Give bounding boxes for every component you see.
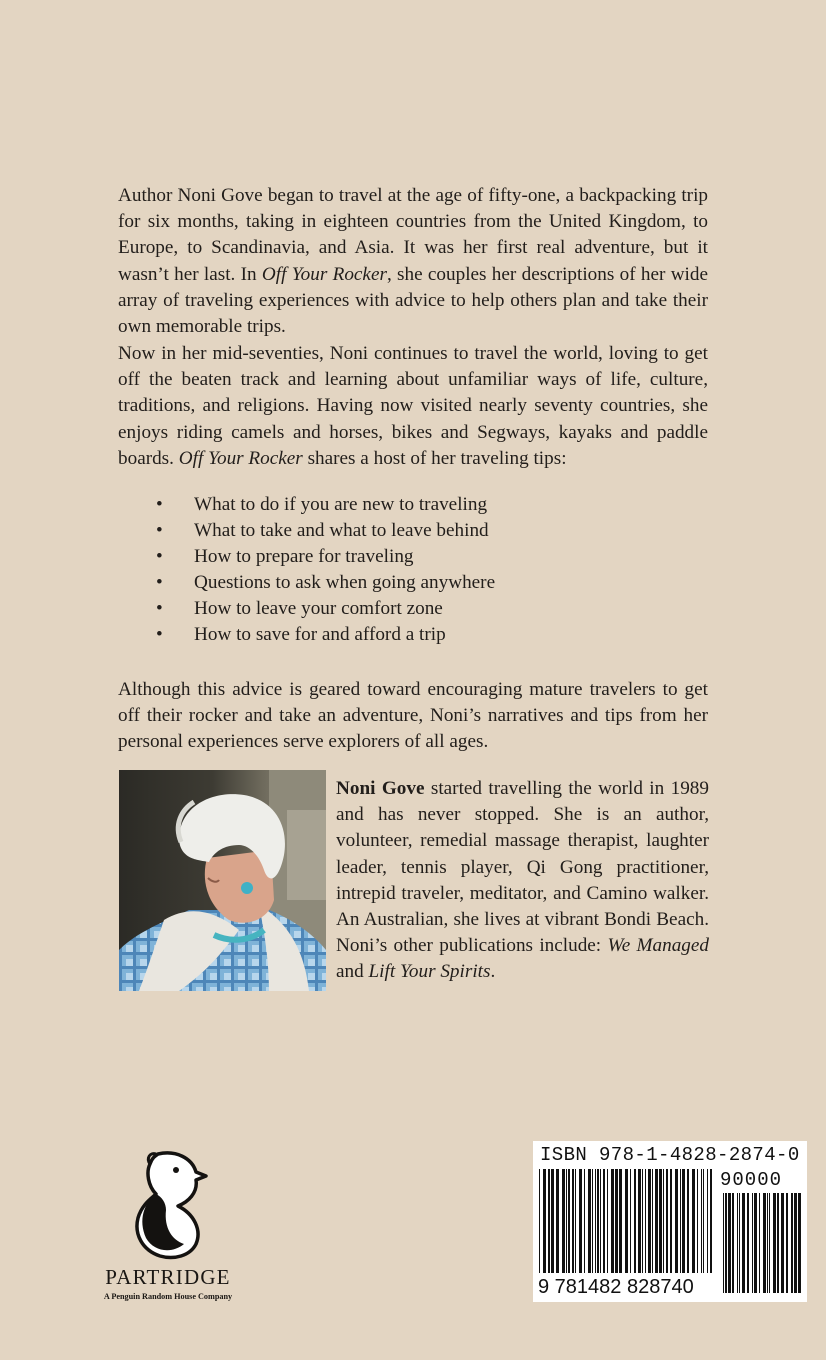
barcode-bar	[634, 1169, 636, 1273]
text-run: Noni Gove	[336, 778, 425, 799]
text-run: Off Your Rocker	[178, 447, 303, 469]
tip-item	[150, 544, 495, 570]
text-run: Lift Your Spirits	[368, 961, 491, 983]
bullet-marker: •	[156, 624, 163, 645]
barcode-bar	[752, 1193, 753, 1293]
bullet-marker: •	[156, 520, 163, 541]
tip-text: What to do if you are new to traveling	[194, 494, 488, 515]
tips-list	[150, 492, 495, 648]
publisher-name: PARTRIDGE	[105, 1265, 231, 1289]
barcode-bar	[701, 1169, 702, 1273]
barcode-bar	[798, 1193, 801, 1293]
barcode-bar	[692, 1169, 695, 1273]
isbn-barcode	[533, 1141, 807, 1302]
barcode-bar	[648, 1169, 651, 1273]
barcode-bar	[732, 1193, 734, 1293]
description-paragraph-3	[118, 677, 708, 756]
tip-text: What to take and what to leave behind	[194, 520, 489, 541]
tip-item	[150, 492, 495, 518]
barcode-bar	[548, 1169, 550, 1273]
barcode-bar	[566, 1169, 567, 1273]
barcode-bar	[725, 1193, 727, 1293]
barcode-bar	[707, 1169, 708, 1273]
barcode-bar	[728, 1193, 731, 1293]
barcode-bar	[595, 1169, 596, 1273]
barcode-bar	[742, 1193, 745, 1293]
barcode-bar	[759, 1193, 760, 1293]
barcode-bar	[769, 1193, 770, 1293]
tip-item	[150, 518, 495, 544]
tip-text: How to prepare for traveling	[194, 546, 414, 567]
barcode-bar	[543, 1169, 546, 1273]
barcode-bar	[791, 1193, 793, 1293]
text-run: Now in her mid-seventies, Noni continues to travel the world, loving to get off the beaten track and learning about unfamiliar ways of life, culture, traditions, and religions. Having now visited nearly seventy countries, she enjoys riding camels and horses, bikes and Segways, kayaks and paddle boards.	[118, 343, 708, 469]
text-run: started travelling the world in 1989 and has never stopped. She is an author, volunteer, remedial massage therapist, laughter leader, tennis player, Qi Gong practitioner, intrepid traveler, meditator, and Camino walker. An Australian, she lives at vibrant Bondi Beach. Noni’s other publications include:	[336, 778, 709, 957]
text-run: shares a host of her traveling tips:	[302, 447, 567, 469]
bullet-marker: •	[156, 546, 163, 567]
barcode-bar	[607, 1169, 608, 1273]
isbn-label: ISBN 978-1-4828-2874-0	[540, 1144, 800, 1166]
text-run: , she couples her descriptions of her wide array of traveling experiences with advice to help others plan and take their own memorable trips.	[118, 263, 708, 338]
barcode-bar	[687, 1169, 689, 1273]
barcode-bar	[575, 1169, 576, 1273]
barcode-bar	[781, 1193, 784, 1293]
barcode-bar	[682, 1169, 685, 1273]
barcode-bar	[670, 1169, 672, 1273]
barcode-bar	[773, 1193, 776, 1293]
barcode-bar	[556, 1169, 559, 1273]
barcode-digits: 9 781482 828740	[538, 1276, 694, 1298]
text-run: and	[336, 961, 369, 983]
barcode-bar	[767, 1193, 768, 1293]
barcode-bar	[619, 1169, 622, 1273]
barcode-bar	[697, 1169, 698, 1273]
barcode-bar	[600, 1169, 601, 1273]
barcode-bar	[579, 1169, 582, 1273]
barcode-bar	[597, 1169, 599, 1273]
barcode-bar	[655, 1169, 658, 1273]
barcode-bar	[786, 1193, 788, 1293]
barcode-bar	[675, 1169, 678, 1273]
tip-text: How to leave your comfort zone	[194, 598, 443, 619]
barcode-bar	[562, 1169, 565, 1273]
barcode-bar	[625, 1169, 628, 1273]
barcode-bar	[539, 1169, 540, 1273]
barcode-bar	[747, 1193, 749, 1293]
barcode-bar	[663, 1169, 664, 1273]
price-code: 90000	[720, 1169, 783, 1191]
barcode-bar	[794, 1193, 797, 1293]
text-run: .	[490, 961, 496, 983]
tip-item	[150, 596, 495, 622]
barcode-bar	[703, 1169, 704, 1273]
bullet-marker: •	[156, 572, 163, 593]
barcode-bar	[603, 1169, 605, 1273]
tip-item	[150, 570, 495, 596]
barcode-bar	[723, 1193, 724, 1293]
bullet-marker: •	[156, 494, 163, 515]
tip-text: Questions to ask when going anywhere	[194, 572, 496, 593]
barcode-bar	[588, 1169, 591, 1273]
description-paragraph-1	[118, 183, 708, 340]
barcode-bar	[645, 1169, 646, 1273]
barcode-bar	[568, 1169, 570, 1273]
barcode-bar	[763, 1193, 766, 1293]
partridge-bird-icon	[126, 1148, 210, 1260]
barcode-bar	[572, 1169, 574, 1273]
barcode-bar	[615, 1169, 618, 1273]
barcode-bar	[584, 1169, 585, 1273]
barcode-bar	[652, 1169, 653, 1273]
bullet-marker: •	[156, 598, 163, 619]
barcode-bar	[551, 1169, 554, 1273]
tip-text: How to save for and afford a trip	[194, 624, 446, 645]
barcode-bar	[777, 1193, 779, 1293]
barcode-bar	[754, 1193, 757, 1293]
author-bio	[336, 776, 709, 986]
barcode-bar	[710, 1169, 712, 1273]
barcode-bar	[638, 1169, 641, 1273]
barcode-bar	[659, 1169, 662, 1273]
barcode-bar	[611, 1169, 614, 1273]
publisher-tagline: A Penguin Random House Company	[103, 1292, 233, 1301]
text-run: Although this advice is geared toward encouraging mature travelers to get off their rocker and take an adventure, Noni’s narratives and tips from her personal experiences serve explorers of all ages.	[118, 679, 708, 753]
author-photo	[119, 770, 326, 991]
text-run: Author Noni Gove began to travel at the age of fifty-one, a backpacking trip for six months, taking in eighteen countries from the United Kingdom, to Europe, to Scandinavia, and Asia. It was her first real adventure, but it wasn’t her last. In	[118, 185, 708, 285]
barcode-bar	[737, 1193, 738, 1293]
barcode-bar	[680, 1169, 681, 1273]
publisher-logo	[92, 1148, 244, 1308]
description-paragraph-2	[118, 341, 708, 472]
barcode-bar	[642, 1169, 643, 1273]
barcode-bar	[739, 1193, 740, 1293]
barcode-bar	[592, 1169, 593, 1273]
tip-item	[150, 622, 495, 648]
barcode-bar	[666, 1169, 668, 1273]
text-run: We Managed	[607, 935, 709, 957]
barcode-bar	[630, 1169, 631, 1273]
text-run: Off Your Rocker	[261, 263, 387, 285]
